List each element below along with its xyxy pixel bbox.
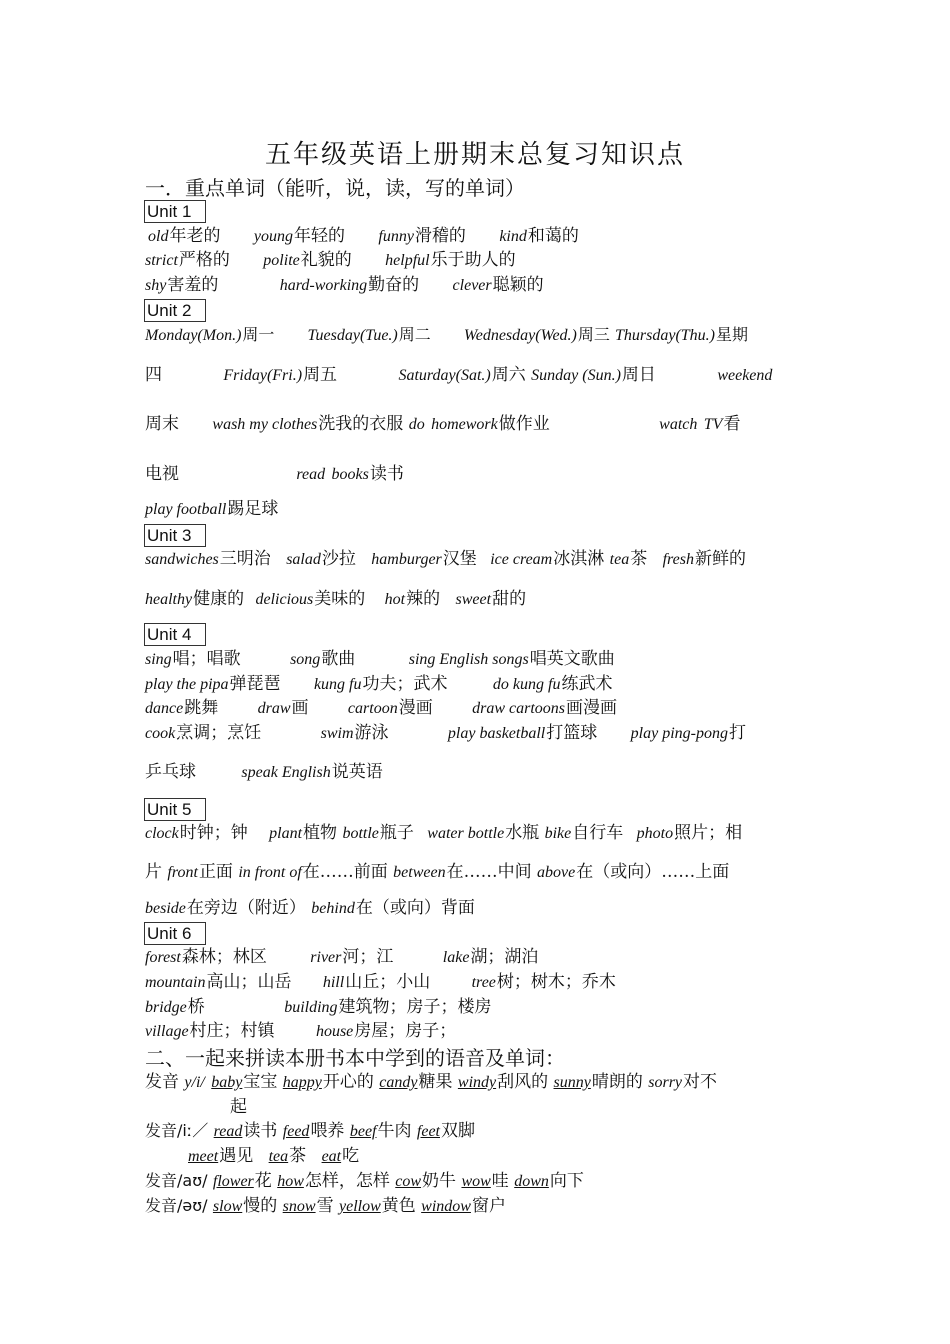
- word-cn: 乐于助人的: [430, 250, 516, 270]
- word-cn: 年老的: [169, 226, 221, 246]
- word-en: Saturday(Sat.): [398, 367, 491, 384]
- word-cn: 新鲜的: [695, 549, 746, 569]
- word-line: [145, 861, 729, 884]
- page-title: 五年级英语上册期末总复习知识点: [264, 140, 685, 170]
- word-en: play the pipa: [145, 676, 229, 693]
- word-en: Wednesday(Wed.): [463, 327, 577, 344]
- word-en: beef: [349, 1123, 377, 1140]
- word-cn: 山丘；小山: [345, 972, 431, 992]
- word-en: do: [408, 416, 425, 433]
- word-cn: 美味的: [314, 589, 366, 609]
- word-en: village: [145, 1023, 189, 1040]
- word-en: kind: [499, 228, 527, 245]
- word-en: healthy: [145, 591, 193, 608]
- word-en: in front of: [238, 864, 302, 881]
- word-en: weekend: [717, 367, 773, 384]
- word-cn: 哇: [491, 1171, 509, 1191]
- word-cn: 周日: [621, 365, 656, 385]
- unit-label-5: Unit 5: [144, 798, 206, 821]
- word-en: read: [213, 1123, 243, 1140]
- word-en: photo: [636, 825, 674, 842]
- word-en: tea: [609, 551, 630, 568]
- phonics-line: [188, 1145, 359, 1168]
- word-cn: 桥: [187, 997, 205, 1017]
- word-en: salad: [286, 551, 321, 568]
- word-en: draw: [257, 700, 291, 717]
- unit-label-3: Unit 3: [144, 524, 206, 547]
- word-cn: 画漫画: [566, 698, 618, 718]
- word-en: feed: [282, 1123, 310, 1140]
- word-en: funny: [378, 228, 414, 245]
- word-en: wow: [461, 1173, 491, 1190]
- word-cn: 开心的: [322, 1072, 374, 1092]
- word-line: [145, 463, 404, 486]
- word-en: hard-working: [279, 277, 368, 294]
- word-en: windy: [457, 1074, 497, 1091]
- word-cn: 周末: [145, 414, 179, 434]
- word-cn: 遇见: [219, 1146, 254, 1166]
- word-en: behind: [311, 900, 355, 917]
- word-line: [145, 498, 278, 521]
- word-cn: 周二: [398, 325, 431, 344]
- word-cn: 跳舞: [184, 698, 219, 718]
- word-cn: 村庄；村镇: [189, 1021, 275, 1041]
- word-en: tea: [268, 1148, 289, 1165]
- word-cn: 在……前面: [302, 862, 388, 882]
- word-en: play ping-pong: [630, 725, 728, 742]
- word-line: [145, 249, 516, 272]
- word-cn: 健康的: [193, 589, 245, 609]
- word-en: between: [393, 864, 446, 881]
- word-en: cow: [395, 1173, 422, 1190]
- word-cn: 在旁边（附近）: [186, 898, 306, 918]
- phonics-line: [145, 1170, 584, 1193]
- unit-label-2: Unit 2: [144, 299, 206, 322]
- word-en: how: [277, 1173, 304, 1190]
- unit-label-6: Unit 6: [144, 922, 206, 945]
- word-en: Monday(Mon.): [145, 327, 242, 344]
- word-en: delicious: [255, 591, 314, 608]
- phonics-line: [145, 1120, 475, 1143]
- word-en: snow: [282, 1198, 316, 1215]
- word-en: watch: [659, 416, 698, 433]
- word-cn: 礼貌的: [300, 250, 352, 270]
- word-cn: 周五: [303, 365, 338, 385]
- word-en: TV: [703, 416, 723, 433]
- word-line: [145, 1020, 456, 1043]
- word-cn: 做作业: [498, 414, 550, 434]
- word-cn: 读书: [369, 464, 404, 484]
- word-en: hamburger: [371, 551, 442, 568]
- word-line: [145, 588, 526, 611]
- word-en: bridge: [145, 999, 187, 1016]
- word-en: sweet: [455, 591, 492, 608]
- word-line: [145, 364, 773, 387]
- word-line: [145, 548, 746, 571]
- word-cn: 唱英文歌曲: [529, 649, 615, 669]
- word-en: Sunday (Sun.): [531, 367, 621, 384]
- word-cn: 和蔼的: [527, 226, 579, 246]
- word-cn: 游泳: [354, 723, 389, 743]
- word-cn: 喂养: [310, 1121, 345, 1141]
- word-cn: 树；树木；乔木: [496, 972, 616, 992]
- word-cn: 乒乓球: [145, 762, 196, 782]
- word-cn: 辣的: [406, 589, 441, 609]
- word-cn: 宝宝: [243, 1072, 278, 1092]
- word-line: [145, 971, 616, 994]
- word-en: building: [284, 999, 338, 1016]
- word-cn: 勤奋的: [368, 275, 420, 295]
- word-en: Thursday(Thu.): [614, 327, 715, 344]
- word-en: plant: [269, 825, 303, 842]
- word-cn: 聪颖的: [492, 275, 544, 295]
- word-en: wash my clothes: [212, 416, 318, 433]
- phonics-line: [145, 1071, 717, 1094]
- word-en: song: [290, 651, 321, 668]
- word-line: [148, 225, 579, 248]
- word-en: hill: [322, 974, 345, 991]
- word-cn: 功夫；武术: [362, 674, 448, 694]
- unit-label-1: Unit 1: [144, 200, 206, 223]
- word-cn: 瓶子: [379, 823, 414, 843]
- word-en: do kung fu: [492, 676, 561, 693]
- word-cn: 水瓶: [505, 823, 540, 843]
- word-en: polite: [263, 252, 300, 269]
- word-cn: 滑稽的: [414, 226, 466, 246]
- word-cn: 电视: [145, 464, 179, 484]
- word-en: water bottle: [427, 825, 505, 842]
- word-cn: 怎样，怎样: [304, 1171, 390, 1191]
- word-en: read: [296, 466, 326, 483]
- phonics-label: 发音: [145, 1072, 179, 1092]
- word-en: ice cream: [490, 551, 553, 568]
- word-cn: 慢的: [243, 1196, 278, 1216]
- word-en: old: [148, 228, 169, 245]
- word-en: mountain: [145, 974, 206, 991]
- word-cn: 周六: [491, 365, 526, 385]
- word-cn: 踢足球: [227, 499, 279, 519]
- word-line: [145, 822, 742, 845]
- word-en: homework: [431, 416, 498, 433]
- word-cn: 弹琵琶: [229, 674, 281, 694]
- word-cn: 房屋；房子；: [354, 1021, 457, 1041]
- word-en: river: [310, 949, 342, 966]
- word-cn: 周三: [577, 325, 610, 344]
- word-cn: 烹调；烹饪: [176, 723, 262, 743]
- word-cn: 高山；山岳: [206, 972, 292, 992]
- word-en: play football: [145, 501, 227, 518]
- word-cn: 窗户: [471, 1196, 506, 1216]
- word-en: bike: [544, 825, 572, 842]
- word-en: front: [167, 864, 198, 881]
- word-en: window: [421, 1198, 471, 1215]
- unit-label-4: Unit 4: [144, 623, 206, 646]
- section-heading-phonics: 二、一起来拼读本册书本中学到的语音及单词：: [145, 1046, 565, 1070]
- word-cn: 练武术: [561, 674, 613, 694]
- word-cn: 甜的: [492, 589, 527, 609]
- word-en: down: [514, 1173, 549, 1190]
- word-cn: 漫画: [398, 698, 433, 718]
- word-cn: 湖；湖泊: [470, 947, 539, 967]
- word-cn: 茶: [630, 549, 648, 569]
- word-cn: 读书: [243, 1121, 278, 1141]
- word-cn: 照片；相: [674, 823, 743, 843]
- word-cn: 奶牛: [422, 1171, 457, 1191]
- word-en: cartoon: [347, 700, 398, 717]
- word-en: slow: [212, 1198, 243, 1215]
- word-en: Tuesday(Tue.): [307, 327, 398, 344]
- word-line: [145, 996, 492, 1019]
- word-en: baby: [211, 1074, 243, 1091]
- word-en: sing: [145, 651, 172, 668]
- word-en: eat: [321, 1148, 342, 1165]
- word-en: hot: [384, 591, 406, 608]
- word-en: sandwiches: [145, 551, 219, 568]
- word-line: [145, 673, 612, 696]
- word-cn: 打篮球: [546, 723, 598, 743]
- word-en: shy: [145, 277, 167, 294]
- word-cn: 河；江: [342, 947, 394, 967]
- word-en: strict: [145, 252, 178, 269]
- word-en: cook: [145, 725, 176, 742]
- word-line: [145, 324, 748, 347]
- word-cn: 对不: [683, 1072, 718, 1092]
- word-cn: 歌曲: [321, 649, 356, 669]
- word-en: feet: [416, 1123, 440, 1140]
- word-en: dance: [145, 700, 184, 717]
- word-cn: 花: [254, 1171, 272, 1191]
- word-cn: 牛肉: [377, 1121, 412, 1141]
- word-cn: 在（或向）……上面: [576, 862, 730, 882]
- word-cn: 正面: [198, 862, 233, 882]
- word-cn: 森林；林区: [181, 947, 267, 967]
- word-cn: 黄色: [381, 1196, 416, 1216]
- section-heading-words: 一．重点单词（能听，说，读，写的单词）: [145, 176, 525, 200]
- word-en: helpful: [385, 252, 430, 269]
- word-line: [145, 722, 746, 745]
- phonics-symbol: y/i/: [184, 1074, 205, 1091]
- phonics-line: 起: [230, 1097, 247, 1117]
- phonics-label: 发音/iː／: [145, 1121, 209, 1140]
- word-cn: 看: [723, 414, 741, 434]
- word-en: yellow: [338, 1198, 381, 1215]
- word-cn: 植物: [303, 823, 338, 843]
- word-cn: 沙拉: [321, 549, 356, 569]
- word-cn: 四: [145, 365, 162, 385]
- word-en: forest: [145, 949, 181, 966]
- word-cn: 茶: [289, 1146, 307, 1166]
- word-en: swim: [320, 725, 354, 742]
- word-cn: 在（或向）背面: [355, 898, 475, 918]
- phonics-label: 发音/aʊ/: [145, 1171, 208, 1190]
- word-cn: 画: [291, 698, 309, 718]
- word-en: play basketball: [447, 725, 546, 742]
- word-cn: 片: [145, 862, 162, 882]
- word-en: sorry: [648, 1074, 683, 1091]
- word-cn: 双脚: [441, 1121, 475, 1141]
- word-line: [145, 413, 740, 436]
- word-cn: 严格的: [178, 250, 230, 270]
- word-cn: 打: [728, 723, 746, 743]
- word-cn: 自行车: [572, 823, 624, 843]
- word-cn: 雪: [316, 1196, 334, 1216]
- word-cn: 冰淇淋: [553, 549, 605, 569]
- word-line: [145, 946, 538, 969]
- word-en: sing English songs: [408, 651, 529, 668]
- word-en: above: [537, 864, 576, 881]
- word-cn: 糖果: [418, 1072, 453, 1092]
- word-cn: 建筑物；房子；楼房: [338, 997, 492, 1017]
- word-en: clever: [452, 277, 492, 294]
- word-cn: 周一: [242, 325, 275, 344]
- word-en: house: [315, 1023, 354, 1040]
- word-en: happy: [282, 1074, 322, 1091]
- word-cn: 刮风的: [497, 1072, 549, 1092]
- word-en: candy: [379, 1074, 418, 1091]
- word-cn: 晴朗的: [591, 1072, 643, 1092]
- word-en: bottle: [342, 825, 379, 842]
- word-cn: 星期: [716, 325, 749, 344]
- word-en: speak English: [241, 764, 331, 781]
- word-en: meet: [188, 1148, 219, 1165]
- word-en: Friday(Fri.): [223, 367, 303, 384]
- word-cn: 吃: [342, 1146, 360, 1166]
- word-en: draw cartoons: [472, 700, 566, 717]
- word-en: clock: [145, 825, 179, 842]
- word-cn: 洗我的衣服: [318, 414, 404, 434]
- word-en: lake: [442, 949, 470, 966]
- word-cn: 时钟；钟: [179, 823, 248, 843]
- word-cn: 年轻的: [293, 226, 345, 246]
- word-line: [145, 897, 475, 920]
- word-en: fresh: [662, 551, 694, 568]
- phonics-label: 发音/əʊ/: [145, 1196, 208, 1215]
- word-en: kung fu: [313, 676, 362, 693]
- word-line: [145, 274, 544, 297]
- word-cn: 在……中间: [446, 862, 532, 882]
- word-cn: 害羞的: [167, 275, 219, 295]
- word-line: [145, 648, 615, 671]
- word-line: [145, 697, 617, 720]
- word-line: [145, 761, 383, 784]
- word-en: books: [331, 466, 369, 483]
- word-cn: 说英语: [331, 762, 383, 782]
- word-cn: 三明治: [219, 549, 271, 569]
- word-en: flower: [212, 1173, 254, 1190]
- word-cn: 汉堡: [442, 549, 477, 569]
- word-en: young: [253, 228, 293, 245]
- word-cn: 唱；唱歌: [172, 649, 241, 669]
- word-cn: 向下: [549, 1171, 584, 1191]
- phonics-line: [145, 1195, 506, 1218]
- word-en: tree: [471, 974, 496, 991]
- word-en: sunny: [553, 1074, 591, 1091]
- word-en: beside: [145, 900, 186, 917]
